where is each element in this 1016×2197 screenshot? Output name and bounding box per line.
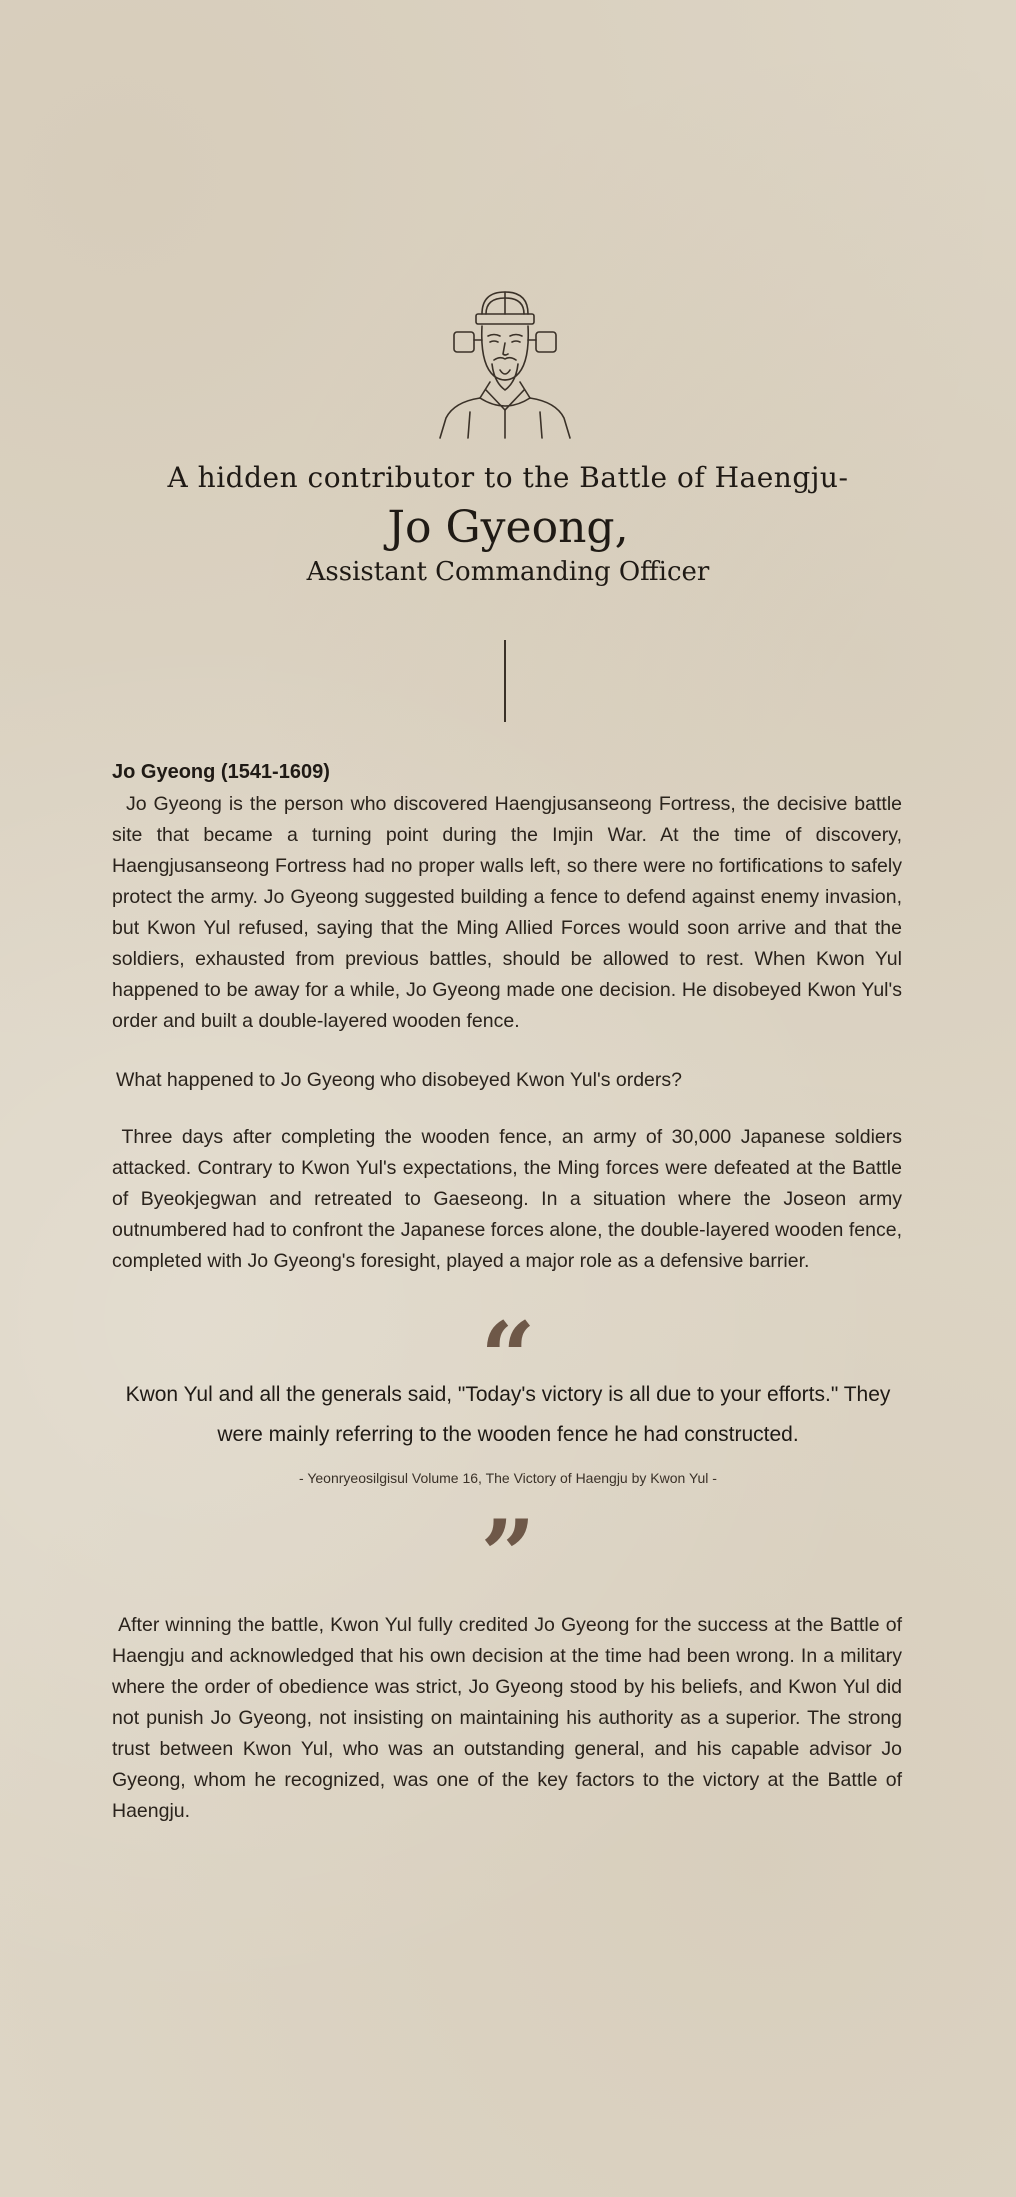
quote-text: Kwon Yul and all the generals said, "Today's victory is all due to your efforts." They were mainly referring to the wooden fence he had constructed. <box>125 1383 891 1446</box>
close-quote-icon: ” <box>480 1499 536 1612</box>
paragraph-intro: Jo Gyeong is the person who discovered Haengjusanseong Fortress, the decisive battle site that became a turning point during the Imjin War. At the time of discovery, Haengjusanseong Fortress had no proper walls left, so there were no fortifications to safely protect the army. Jo Gyeong suggested building a fence to defend against enemy invasion, but Kwon Yul refused, saying that the Ming Allied Forces would soon arrive and that the soldiers, exhausted from previous battles, should be allowed to rest. When Kwon Yul happened to be away for a while, Jo Gyeong made one decision. He disobeyed Kwon Yul's order and built a double-layered wooden fence. <box>112 793 902 1032</box>
title-name: Jo Gyeong, <box>387 502 629 553</box>
section-heading: Jo Gyeong (1541-1609) <box>112 761 330 783</box>
paragraph-battle: Three days after completing the wooden fence, an army of 30,000 Japanese soldiers attacked. Contrary to Kwon Yul's expectations, the Ming forces were defeated at the Battle of Byeokjegwan and retreated to Gaeseong. In a situation where the Joseon army outnumbered had to confront the Japanese forces alone, the double-layered wooden fence, completed with Jo Gyeong's foresight, played a major role as a defensive barrier. <box>112 1126 902 1272</box>
quote-source: - Yeonryeosilgisul Volume 16, The Victory of Haengju by Kwon Yul - <box>299 1470 717 1486</box>
title-subtitle: A hidden contributor to the Battle of Haengju- <box>167 461 849 494</box>
open-quote-icon: “ <box>480 1301 536 1414</box>
title-role: Assistant Commanding Officer <box>306 557 710 587</box>
scholar-portrait-icon <box>420 286 590 441</box>
paragraph-conclusion: After winning the battle, Kwon Yul fully credited Jo Gyeong for the success at the Battle of Haengju and acknowledged that his own decision at the time had been wrong. In a military where the order of obedience was strict, Jo Gyeong stood by his beliefs, and Kwon Yul did not punish Jo Gyeong, not insisting on maintaining his authority as a superior. The strong trust between Kwon Yul, who was an outstanding general, and his capable advisor Jo Gyeong, whom he recognized, was one of the key factors to the victory at the Battle of Haengju. <box>112 1614 902 1822</box>
page-title <box>0 458 1016 588</box>
vertical-divider <box>504 640 506 722</box>
paragraph-question: What happened to Jo Gyeong who disobeyed Kwon Yul's orders? <box>116 1069 682 1091</box>
